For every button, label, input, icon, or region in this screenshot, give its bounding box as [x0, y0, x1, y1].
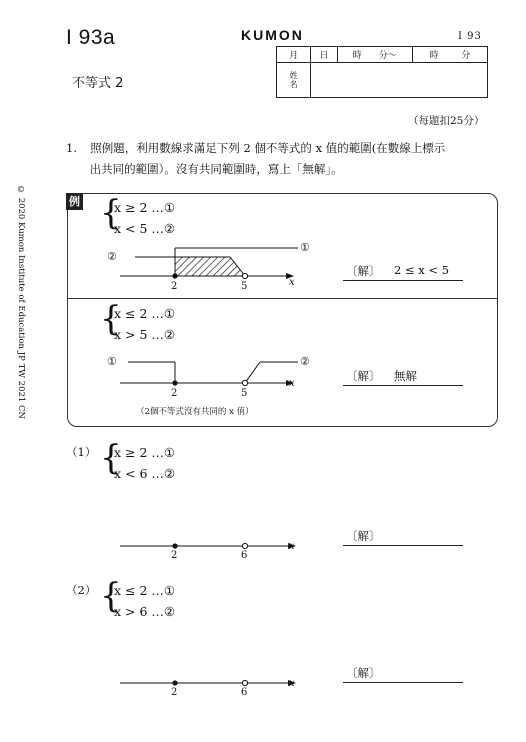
p1-point-2-closed	[172, 543, 177, 548]
ex2-mark1: ①	[107, 355, 117, 368]
p2-point-2-closed	[172, 680, 177, 685]
ex1-overlap-region	[175, 257, 245, 276]
ex1-tick-5: 5	[241, 281, 248, 292]
p2-number-line[interactable]	[110, 675, 310, 695]
ex2-tick-2: 2	[171, 388, 178, 399]
p2-ineq1: x ≤ 2 …①	[114, 583, 176, 598]
day-label: 日	[319, 51, 329, 61]
sheet-code: I 93a	[66, 26, 116, 49]
p1-ineq2: x < 6 …②	[114, 466, 176, 481]
brace-ex1: {	[100, 193, 122, 233]
ex2-number-line	[100, 352, 320, 392]
ex2-point-5-open	[242, 380, 247, 385]
problem-1-label: （1）	[66, 445, 97, 459]
ex1-point-2-closed	[172, 273, 177, 278]
p1-answer-label: 〔解〕	[346, 529, 381, 543]
ex2-note: （2個不等式沒有共同的 x 值）	[136, 407, 254, 417]
name-label-cell	[277, 63, 311, 98]
p1-answer-line[interactable]	[343, 545, 463, 546]
example-divider	[67, 298, 497, 299]
ex2-answer-line	[343, 385, 463, 386]
month-label: 月	[289, 51, 299, 61]
minute-end-label: 分	[461, 51, 471, 61]
date-name-box	[276, 46, 488, 98]
ex1-ineq2: x < 5 …②	[114, 221, 176, 236]
ex1-point-5-open	[242, 273, 247, 278]
minute-start-label: 分～	[378, 51, 397, 61]
ex1-answer-label: 〔解〕	[346, 264, 381, 278]
ex1-mark1: ①	[300, 241, 310, 254]
time-end-cell[interactable]	[412, 47, 487, 63]
brace-p1: {	[100, 438, 122, 478]
name-field[interactable]	[311, 63, 488, 98]
p2-ineq2: x > 6 …②	[114, 604, 176, 619]
p1-ineq1: x ≥ 2 …①	[114, 445, 176, 460]
question-number: 1.	[66, 141, 77, 155]
p1-point-6-open	[242, 543, 247, 548]
date-cell-month[interactable]	[277, 47, 311, 63]
hour-end-label: 時	[429, 51, 439, 61]
ex1-answer-line	[343, 280, 463, 281]
ex1-axis-var: x	[289, 277, 295, 288]
question-instructions	[66, 138, 506, 180]
p2-tick-2: 2	[171, 687, 178, 698]
p2-answer-label: 〔解〕	[346, 666, 381, 680]
kumon-logo: KUMON	[241, 27, 304, 43]
p2-answer-line[interactable]	[343, 682, 463, 683]
ex2-axis-var: x	[289, 378, 295, 389]
ex2-tick-5: 5	[241, 388, 248, 399]
ex1-mark2: ②	[107, 250, 117, 263]
p1-number-line[interactable]	[110, 538, 310, 558]
ex1-tick-2: 2	[171, 281, 178, 292]
ex1-ineq1: x ≥ 2 …①	[114, 200, 176, 215]
brace-ex2: {	[100, 299, 122, 339]
example-label: 例	[66, 193, 83, 210]
name-label: 姓名	[289, 71, 298, 89]
date-cell-day[interactable]	[311, 47, 337, 63]
ex2-answer: 無解	[394, 369, 417, 383]
ex1-answer: 2 ≤ x < 5	[394, 263, 450, 277]
p2-axis-var: x	[289, 678, 295, 689]
p1-tick-6: 6	[241, 550, 248, 561]
ex2-answer-label: 〔解〕	[346, 369, 381, 383]
unit-title: 不等式 2	[72, 76, 124, 91]
ex2-point-2-closed	[172, 380, 177, 385]
time-start-cell[interactable]	[337, 47, 412, 63]
ex2-ineq2: x > 5 …②	[114, 327, 176, 342]
copyright-notice: © 2020 Kumon Institute of Education JP TW 2021 CN	[16, 185, 26, 419]
hour-start-label: 時	[352, 51, 362, 61]
p2-tick-6: 6	[241, 687, 248, 698]
question-line-2: 出共同的範圍）。沒有共同範圍時，寫上「無解」。	[89, 162, 343, 176]
page-code: I 93	[458, 31, 482, 42]
ex1-number-line	[100, 240, 320, 296]
score-note: （每題扣25分）	[408, 115, 485, 127]
question-line-1: 照例題，利用數線求滿足下列 2 個不等式的 x 值的範圍(在數線上標示	[90, 141, 446, 155]
ex2-mark2: ②	[300, 355, 310, 368]
p2-point-6-open	[242, 680, 247, 685]
ex2-ineq1: x ≤ 2 …①	[114, 306, 176, 321]
brace-p2: {	[100, 576, 122, 616]
p1-axis-var: x	[289, 541, 295, 552]
problem-2-label: （2）	[66, 583, 97, 597]
p1-tick-2: 2	[171, 550, 178, 561]
